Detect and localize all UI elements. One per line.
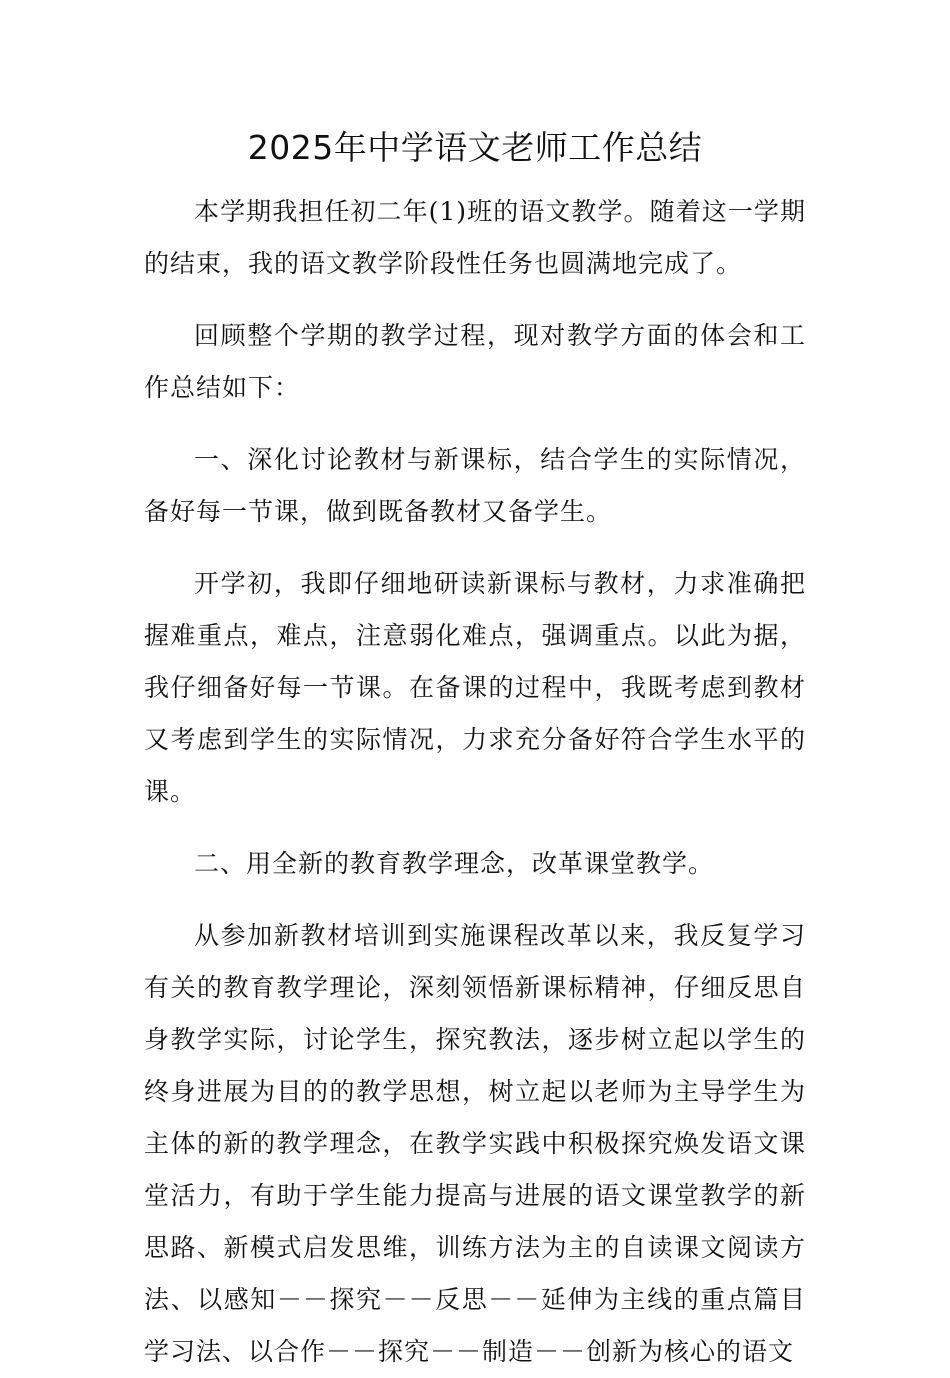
paragraph-preparation: 开学初，我即仔细地研读新课标与教材，力求准确把握难重点，难点，注意弱化难点，强调重点。以此为据，我仔细备好每一节课。在备课的过程中，我既考虑到教材又考虑到学生的实际情况，力求充分备好符合学生水平的课。 (144, 569, 806, 806)
paragraph-intro: 本学期我担任初二年(1)班的语文教学。随着这一学期的结束，我的语文教学阶段性任务也圆满地完成了。 (144, 197, 806, 278)
section-heading-2: 二、用全新的教育教学理念，改革课堂教学。 (194, 849, 715, 878)
paragraph-reform: 从参加新教材培训到实施课程改革以来，我反复学习有关的教育教学理论，深刻领悟新课标精神，仔细反思自身教学实际，讨论学生，探究教法，逐步树立起以学生的终身进展为目的的教学思想，树立起以老师为主导学生为主体的新的教学理念，在教学实践中积极探究焕发语文课堂活力，有助于学生能力提高与进展的语文课堂教学的新思路、新模式启发思维，训练方法为主的自读课文阅读方法、以感知－－探究－－反思－－延伸为主线的重点篇目学习法、以合作－－探究－－制造－－创新为核心的语文 (144, 921, 806, 1366)
paragraph-review: 回顾整个学期的教学过程，现对教学方面的体会和工作总结如下： (144, 321, 806, 402)
section-heading-1: 一、深化讨论教材与新课标，结合学生的实际情况，备好每一节课，做到既备教材又备学生。 (144, 445, 806, 526)
document-title: 2025年中学语文老师工作总结 (247, 128, 703, 167)
